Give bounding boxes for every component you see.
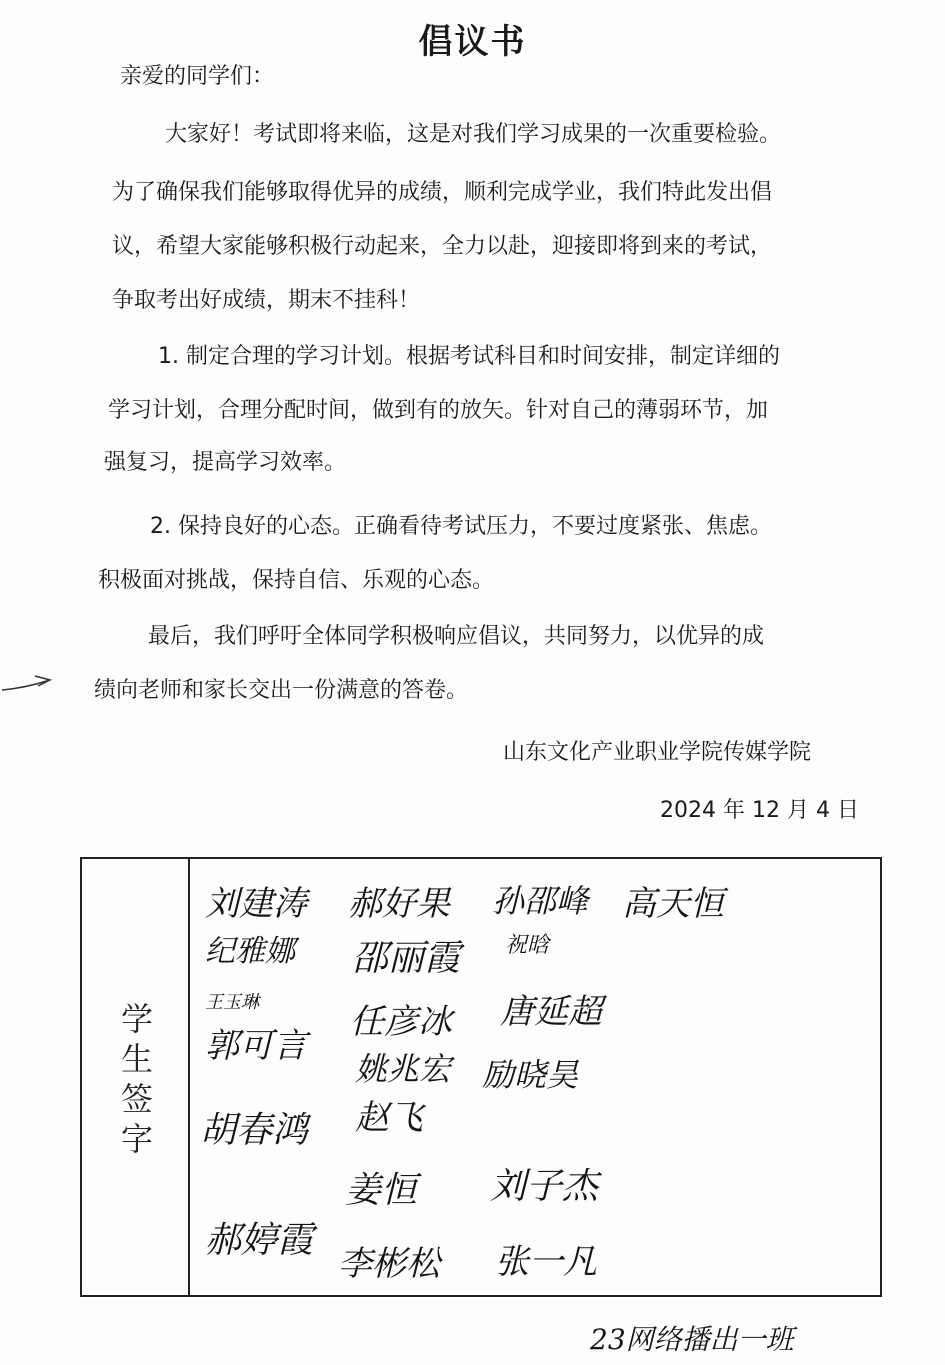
item1-line3: 强复习，提高学习效率。 [104,450,347,475]
item1-line1: 1. 制定合理的学习计划。根据考试科目和时间安排，制定详细的 [158,344,780,369]
signature: 郝婷霞 [205,1220,314,1261]
signature-label [112,999,162,1159]
label-char: 签 [120,1080,153,1118]
label-char: 生 [120,1040,153,1078]
closing-line2: 绩向老师和家长交出一份满意的答卷。 [94,678,469,703]
document-title: 倡议书 [418,22,527,62]
signature: 王玉琳 [205,992,259,1013]
signature: 高天恒 [622,884,724,924]
signature: 孙邵峰 [492,882,589,920]
signature: 赵飞 [355,1098,423,1138]
signature: 纪雅娜 [205,934,295,969]
item2-line1: 2. 保持良好的心态。正确看待考试压力，不要过度紧张、焦虑。 [150,514,772,539]
label-char: 字 [120,1120,153,1158]
para1-line4: 争取考出好成绩，期末不挂科！ [112,288,421,313]
signature: 刘建涛 [205,884,307,924]
para1-line1: 大家好！考试即将来临，这是对我们学习成果的一次重要检验。 [165,122,782,147]
signature: 姚兆宏 [355,1050,452,1088]
signature: 郝好果 [348,884,450,924]
organization-name: 山东文化产业职业学院传媒学院 [503,740,812,765]
signature: 胡春鸿 [200,1110,309,1151]
signature: 祝晗 [505,933,550,958]
signature: 张一凡 [495,1242,597,1282]
para1-line2: 为了确保我们能够取得优异的成绩，顺利完成学业，我们特此发出倡 [112,180,773,205]
signature: 郭可言 [205,1026,307,1066]
signature: 唐延超 [500,992,602,1032]
signature: 姜恒 [345,1170,418,1211]
document-date: 2024 年 12 月 4 日 [660,798,859,823]
closing-line1: 最后，我们呼吁全体同学积极响应倡议，共同努力，以优异的成 [148,624,765,649]
item1-line2: 学习计划，合理分配时间，做到有的放矢。针对自己的薄弱环节，加 [108,398,769,423]
margin-arrow-mark [0,670,60,700]
signature: 刘子杰 [490,1166,599,1207]
signature: 李彬松 [338,1244,440,1284]
salutation: 亲爱的同学们： [120,64,275,89]
signature-table [80,857,882,1297]
table-divider [188,859,190,1295]
signature: 邵丽霞 [352,938,461,979]
item2-line2: 积极面对挑战，保持自信、乐观的心态。 [98,568,495,593]
class-note: 23网络播出一班 [590,1323,794,1356]
signature: 励晓昊 [482,1056,579,1094]
signature: 任彦冰 [350,1002,452,1042]
label-char: 学 [120,1000,153,1038]
para1-line3: 议，希望大家能够积极行动起来，全力以赴，迎接即将到来的考试， [112,234,773,259]
